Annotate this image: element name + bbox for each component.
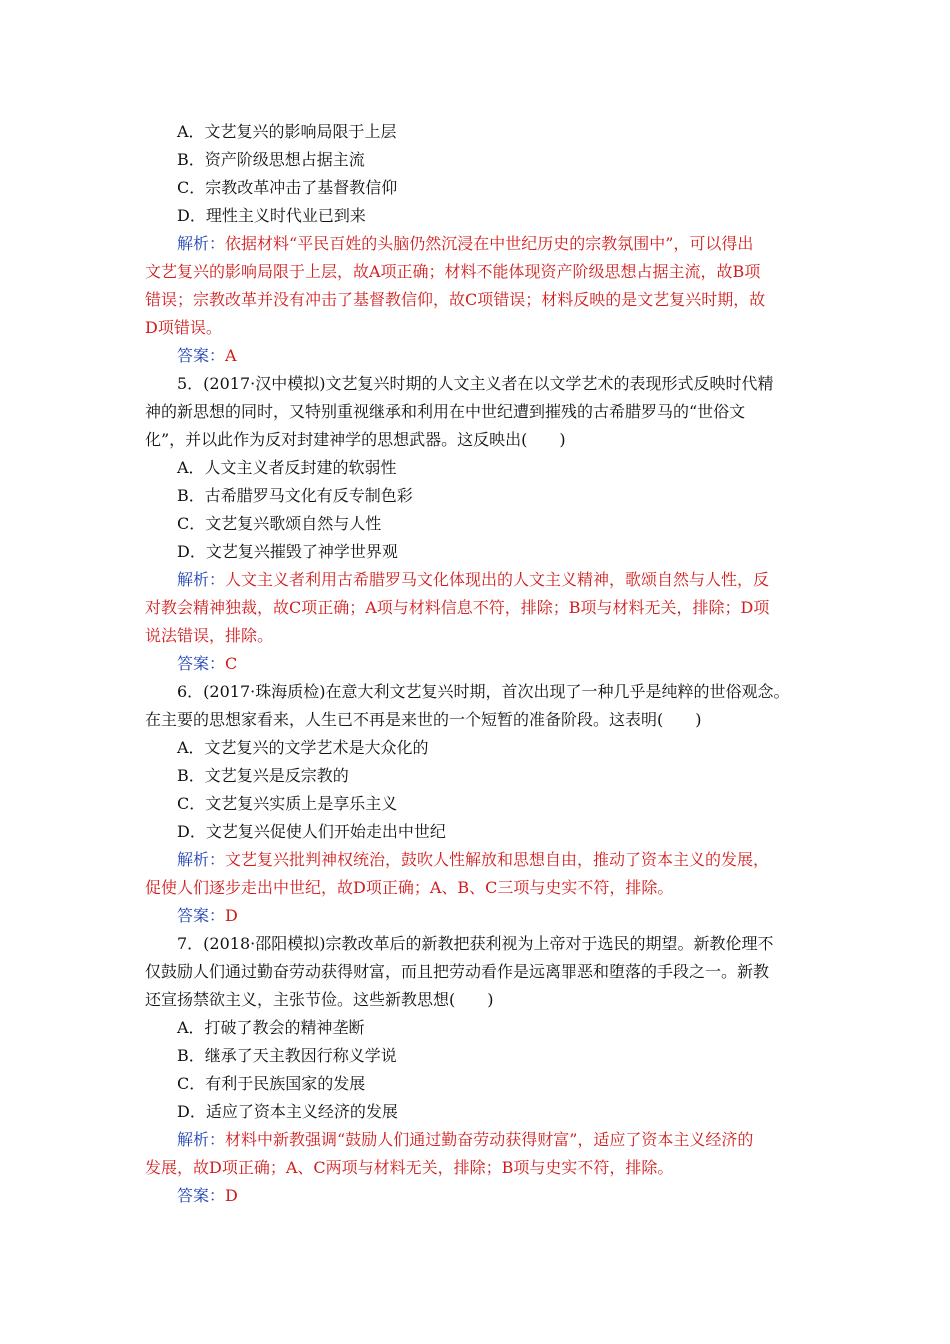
option-a: A．文艺复兴的影响局限于上层 (177, 122, 397, 141)
question-6 (145, 678, 817, 930)
answer-line (145, 342, 817, 370)
option-a: A．文艺复兴的文学艺术是大众化的 (177, 738, 429, 757)
option-d: D．理性主义时代业已到来 (177, 206, 366, 225)
question-stem: 神的新思想的同时，又特别重视继承和利用在中世纪遭到摧残的古希腊罗马的“世俗文 (145, 402, 746, 421)
analysis-line (145, 846, 817, 874)
question-stem: 还宣扬禁欲主义，主张节俭。这些新教思想( ) (145, 990, 494, 1009)
analysis-text: 促使人们逐步走出中世纪，故D项正确；A、B、C三项与史实不符，排除。 (145, 878, 674, 897)
analysis-text: 说法错误，排除。 (145, 626, 274, 645)
analysis-text: 文艺复兴的影响局限于上层，故A项正确；材料不能体现资产阶级思想占据主流，故B项 (145, 262, 761, 281)
question-stem: 在主要的思想家看来，人生已不再是来世的一个短暂的准备阶段。这表明( ) (145, 710, 702, 729)
analysis-label: 解析： (177, 570, 226, 589)
question-stem: 仅鼓励人们通过勤奋劳动获得财富，而且把劳动看作是远离罪恶和堕落的手段之一。新教 (145, 962, 770, 981)
analysis-text: 材料中新教强调“鼓励人们通过勤奋劳动获得财富”，适应了资本主义经济的 (225, 1130, 754, 1149)
option-b: B．文艺复兴是反宗教的 (177, 766, 349, 785)
analysis-label: 解析： (177, 1130, 226, 1149)
answer-label: 答案： (177, 346, 226, 365)
analysis-text: 文艺复兴批判神权统治，鼓吹人性解放和思想自由，推动了资本主义的发展， (225, 850, 770, 869)
analysis-line (145, 1126, 817, 1154)
question-stem: 6．(2017·珠海质检)在意大利文艺复兴时期，首次出现了一种几乎是纯粹的世俗观念。 (177, 682, 790, 701)
option-d: D．文艺复兴摧毁了神学世界观 (177, 542, 398, 561)
answer-value: A (225, 346, 237, 365)
answer-value: C (225, 654, 238, 673)
analysis-text: D项错误。 (145, 318, 222, 337)
analysis-text: 发展，故D项正确；A、C两项与材料无关，排除；B项与史实不符，排除。 (145, 1158, 674, 1177)
analysis-text: 人文主义者利用古希腊罗马文化体现出的人文主义精神，歌颂自然与人性，反 (225, 570, 770, 589)
analysis-text: 对教会精神独裁，故C项正确；A项与材料信息不符，排除；B项与材料无关，排除；D项 (145, 598, 770, 617)
option-c: C．宗教改革冲击了基督教信仰 (177, 178, 398, 197)
document-page (145, 118, 817, 1210)
option-a: A．人文主义者反封建的软弱性 (177, 458, 397, 477)
option-c: C．文艺复兴歌颂自然与人性 (177, 514, 382, 533)
question-7 (145, 930, 817, 1210)
option-b: B．继承了天主教因行称义学说 (177, 1046, 397, 1065)
answer-label: 答案： (177, 1186, 226, 1205)
option-c: C．有利于民族国家的发展 (177, 1074, 366, 1093)
analysis-text: 错误；宗教改革并没有冲击了基督教信仰，故C项错误；材料反映的是文艺复兴时期，故 (145, 290, 766, 309)
answer-label: 答案： (177, 906, 226, 925)
analysis-text: 依据材料“平民百姓的头脑仍然沉浸在中世纪历史的宗教氛围中”，可以得出 (225, 234, 754, 253)
question-stem: 5．(2017·汉中模拟)文艺复兴时期的人文主义者在以文学艺术的表现形式反映时代精 (177, 374, 774, 393)
option-b: B．古希腊罗马文化有反专制色彩 (177, 486, 413, 505)
option-b: B．资产阶级思想占据主流 (177, 150, 365, 169)
option-a: A．打破了教会的精神垄断 (177, 1018, 365, 1037)
answer-line (145, 902, 817, 930)
answer-label: 答案： (177, 654, 226, 673)
question-5 (145, 370, 817, 678)
analysis-line (145, 230, 817, 258)
option-c: C．文艺复兴实质上是享乐主义 (177, 794, 398, 813)
answer-line (145, 650, 817, 678)
option-d: D．文艺复兴促使人们开始走出中世纪 (177, 822, 446, 841)
analysis-line (145, 566, 817, 594)
answer-value: D (225, 906, 238, 925)
question-stem: 化”，并以此作为反对封建神学的思想武器。这反映出( ) (145, 430, 566, 449)
analysis-label: 解析： (177, 850, 226, 869)
option-d: D．适应了资本主义经济的发展 (177, 1102, 398, 1121)
question-4 (145, 118, 817, 370)
answer-line (145, 1182, 817, 1210)
question-stem: 7．(2018·邵阳模拟)宗教改革后的新教把获利视为上帝对于选民的期望。新教伦理不 (177, 934, 774, 953)
answer-value: D (225, 1186, 238, 1205)
analysis-label: 解析： (177, 234, 226, 253)
